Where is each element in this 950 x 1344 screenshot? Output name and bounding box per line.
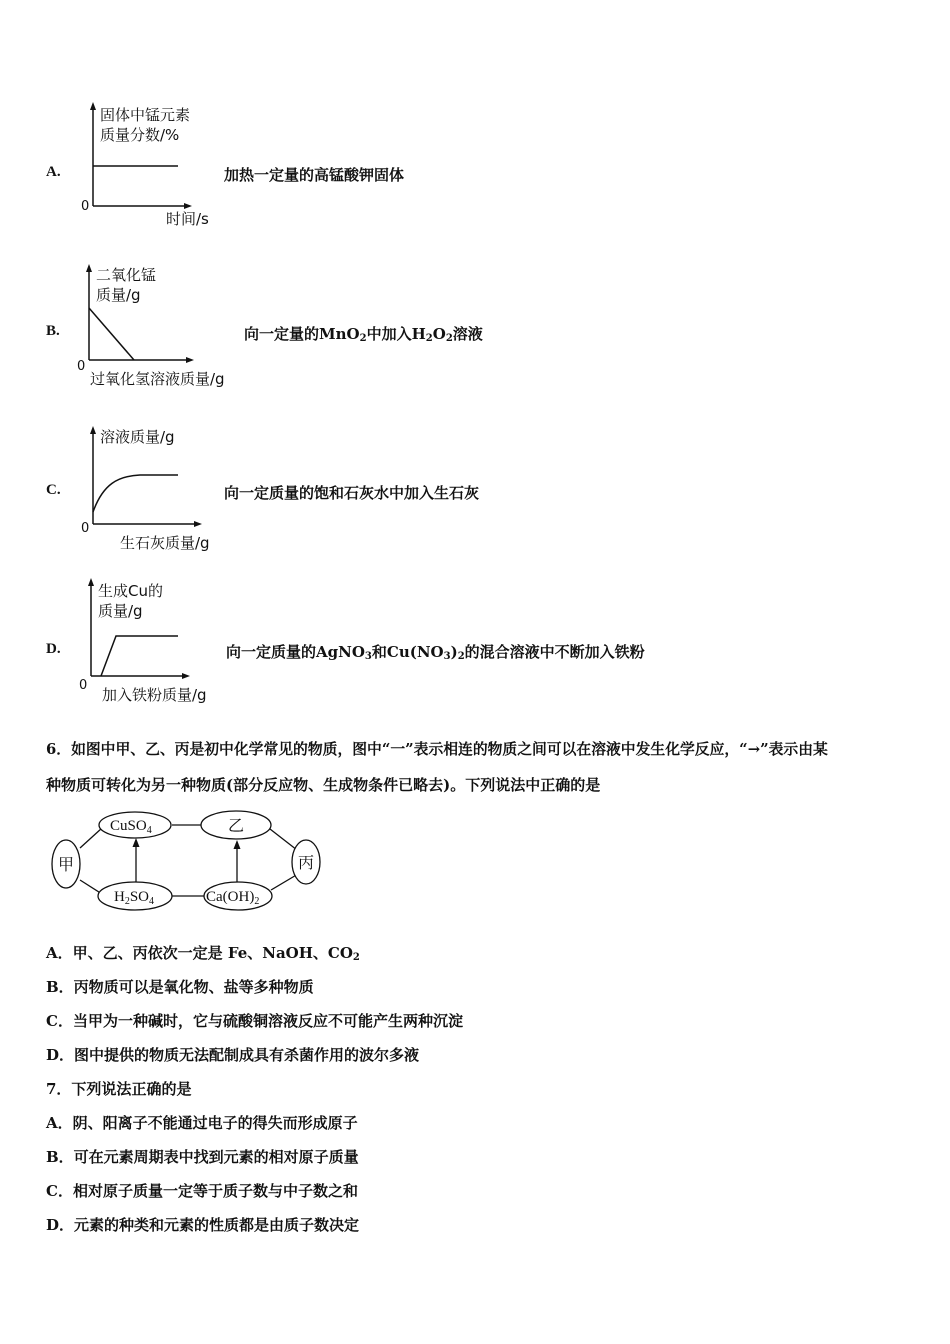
option-d-description: 向一定质量的AgNO$_3$和$Cu(NO_3)_2$的混合溶液中不断加入铁粉: [226, 643, 645, 662]
x-label: 生石灰质量/g: [120, 534, 210, 552]
label-cuso4: CuSO$_4$: [110, 818, 152, 836]
arrow-head-1: [133, 838, 140, 847]
label-yi: 乙: [228, 816, 245, 835]
x-label: 过氧化氢溶液质量/g: [90, 370, 225, 388]
x-label: 加入铁粉质量/g: [102, 686, 207, 704]
q6-diagram: [44, 806, 334, 916]
option-c-description: 向一定质量的饱和石灰水中加入生石灰: [224, 484, 480, 502]
y-label-2: 质量/g: [96, 286, 141, 304]
option-b-description: 向一定量的MnO$_2$中加入$H_2O_2$溶液: [244, 325, 483, 344]
y-axis-arrow: [90, 426, 96, 434]
q7-stem: 7．下列说法正确的是: [46, 1080, 192, 1098]
label-jia: 甲: [58, 855, 75, 874]
curve-delayed-rise: [101, 636, 178, 676]
x-label: 时间/s: [166, 210, 209, 228]
origin-label: 0: [81, 199, 90, 214]
label-caoh2: $Ca(OH)_2$: [206, 889, 260, 907]
x-axis-arrow: [194, 521, 202, 527]
graph-a: [78, 100, 228, 230]
origin-label: 0: [77, 359, 86, 374]
y-axis-arrow: [90, 102, 96, 110]
line-caoh2-bing: [271, 874, 298, 890]
y-label-1: 溶液质量/g: [100, 428, 175, 446]
option-a-description: 加热一定量的高锰酸钾固体: [224, 166, 405, 184]
y-label-1: 固体中锰元素: [100, 106, 191, 124]
q7-option-c: C．相对原子质量一定等于质子数与中子数之和: [46, 1182, 358, 1200]
origin-label: 0: [81, 521, 90, 536]
q6-stem-line-2: 种物质可转化为另一种物质(部分反应物、生成物条件已略去)。下列说法中正确的是: [46, 776, 601, 794]
label-h2so4: $H_2SO_4$: [114, 889, 155, 907]
y-label-1: 生成Cu的: [98, 582, 163, 600]
x-axis-arrow: [186, 357, 194, 363]
q7-option-b: B．可在元素周期表中找到元素的相对原子质量: [46, 1148, 359, 1166]
option-c-label: C.: [46, 482, 61, 498]
line-jia-h2so4: [80, 880, 102, 894]
y-label-1: 二氧化锰: [96, 266, 157, 284]
graph-d: [76, 576, 236, 706]
curve-decreasing: [89, 308, 134, 360]
option-b-label: B.: [46, 323, 60, 339]
option-a-label: A.: [46, 164, 61, 180]
q6-option-b: B．丙物质可以是氧化物、盐等多种物质: [46, 978, 314, 996]
origin-label: 0: [79, 678, 88, 693]
q6-option-d: D．图中提供的物质无法配制成具有杀菌作用的波尔多液: [46, 1046, 420, 1064]
line-yi-bing: [270, 829, 297, 850]
label-bing: 丙: [298, 853, 315, 872]
graph-c: [78, 424, 238, 554]
y-axis-arrow: [86, 264, 92, 272]
q6-option-a: A．甲、乙、丙依次一定是 Fe、NaOH、$CO_2$: [46, 944, 360, 963]
q7-option-a: A．阴、阳离子不能通过电子的得失而形成原子: [46, 1114, 358, 1132]
y-label-2: 质量/g: [98, 602, 143, 620]
q6-option-c: C．当甲为一种碱时，它与硫酸铜溶液反应不可能产生两种沉淀: [46, 1012, 463, 1030]
y-axis-arrow: [88, 578, 94, 586]
x-axis-arrow: [184, 203, 192, 209]
option-d-label: D.: [46, 641, 61, 657]
q6-stem-line-1: 6．如图中甲、乙、丙是初中化学常见的物质，图中“一”表示相连的物质之间可以在溶液中发生化学反应，“→”表示由某: [46, 741, 828, 758]
q7-option-d: D．元素的种类和元素的性质都是由质子数决定: [46, 1216, 360, 1234]
curve-rise-then-flat: [93, 475, 178, 512]
arrow-head-2: [234, 840, 241, 849]
graph-b: [74, 262, 254, 392]
x-axis-arrow: [182, 673, 190, 679]
line-jia-cuso4: [80, 828, 102, 848]
y-label-2: 质量分数/%: [100, 126, 180, 144]
